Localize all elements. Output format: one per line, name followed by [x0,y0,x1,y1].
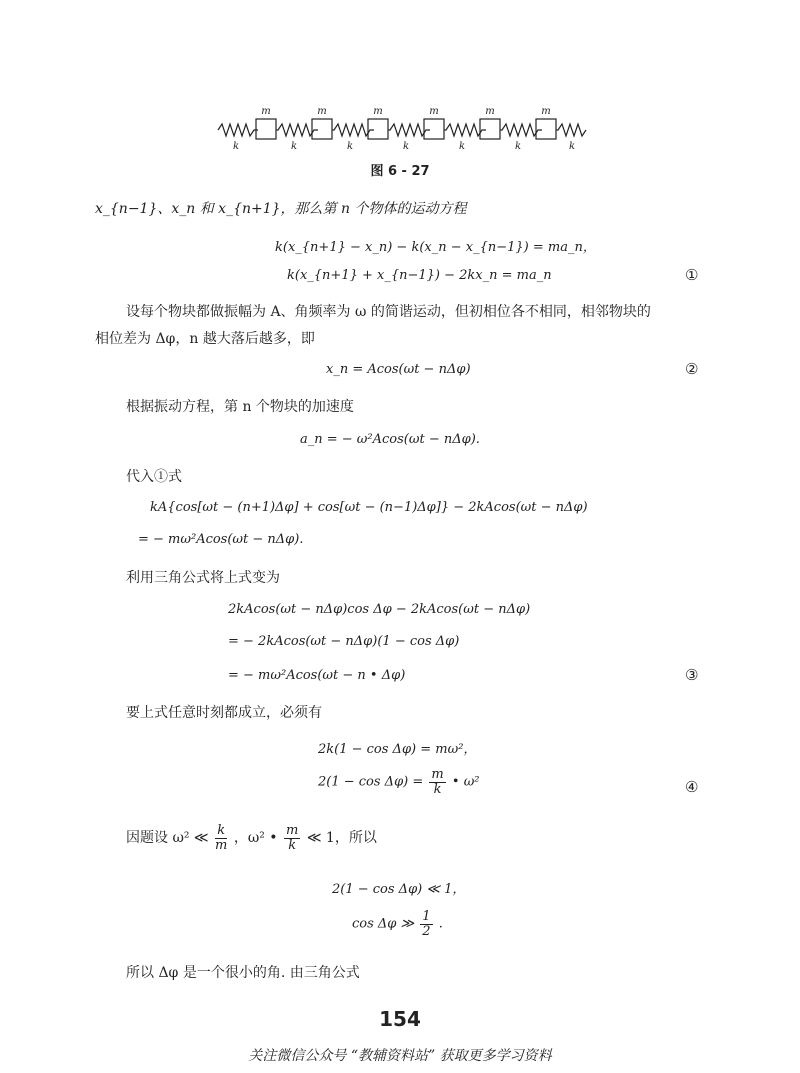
equation-3: a_n = − ω²Acos(ωt − nΔφ). [300,432,480,447]
mass-label: m [261,106,271,117]
equation-5b: = − 2kAcos(ωt − nΔφ)(1 − cos Δφ) [228,634,460,649]
mass-label: m [541,106,551,117]
equation-7b: cos Δφ ≫ $\frac{1}{2}$ . [352,909,443,939]
fraction-m-over-k: $\frac{m}{k}$ [286,823,299,853]
equation-1b: k(x_{n+1} + x_{n−1}) − 2kx_n = ma_n [287,268,552,283]
paragraph-8: 所以 Δφ 是一个很小的角. 由三角公式 [126,965,360,981]
paragraph-2b: 相位差为 Δφ，n 越大落后越多，即 [95,331,315,347]
paragraph-5: 利用三角公式将上式变为 [126,570,280,586]
figure-caption: 图 6 - 27 [370,164,430,179]
equation-6a: 2k(1 − cos Δφ) = mω²， [318,742,477,757]
fraction-k-over-m: $\frac{k}{m}$ [215,823,228,853]
fraction-one-half: $\frac{1}{2}$ [422,909,431,939]
intro-line: x_{n−1}、x_n 和 x_{n+1}，那么第 n 个物体的运动方程 [95,201,467,217]
paragraph-7: 因题设 ω² ≪ $\frac{k}{m}$ ，ω² • $\frac{m}{k}$ ≪ 1，所以 [126,823,377,853]
mass-label: m [485,106,495,117]
spring-label: k [232,141,240,152]
equation-number-2: ② [685,360,699,378]
equation-number-1: ① [685,266,699,284]
equation-7a: 2(1 − cos Δφ) ≪ 1， [332,882,466,897]
mass-label: m [429,106,439,117]
page-number: 154 [379,1007,421,1031]
equation-5a: 2kAcos(ωt − nΔφ)cos Δφ − 2kAcos(ωt − nΔφ) [228,602,531,617]
equation-2: x_n = Acos(ωt − nΔφ) [326,362,471,377]
spring-mass-chain-figure [210,100,590,152]
paragraph-3: 根据振动方程，第 n 个物块的加速度 [126,399,354,415]
equation-4b: = − mω²Acos(ωt − nΔφ). [138,532,304,547]
spring-label: k [514,141,522,152]
spring-label: k [568,141,576,152]
paragraph-6: 要上式任意时刻都成立，必须有 [126,705,322,721]
equation-4a: kA{cos[ωt − (n+1)Δφ] + cos[ωt − (n−1)Δφ]} − 2kAcos(ωt − nΔφ) [150,500,588,515]
equation-6b-right: • ω² [451,774,480,790]
mass-label: m [317,106,327,117]
equation-number-4: ④ [685,778,699,796]
spring-label: k [402,141,410,152]
equation-5c: = − mω²Acos(ωt − n • Δφ) [228,668,406,683]
equation-6b [318,768,480,796]
footer-watermark: 关注微信公众号 “教辅资料站” 获取更多学习资料 [248,1048,552,1064]
spring-label: k [290,141,298,152]
equation-number-3: ③ [685,666,699,684]
paragraph-4: 代入①式 [126,469,182,485]
fraction-m-over-k: $\frac{m}{k}$ [431,767,444,797]
equation-6b-left: 2(1 − cos Δφ) = [318,774,424,790]
paragraph-2a: 设每个物块都做振幅为 A、角频率为 ω 的简谐运动，但初相位各不相同，相邻物块的 [126,304,651,320]
mass-label: m [373,106,383,117]
spring-label: k [458,141,466,152]
spring-label: k [346,141,354,152]
equation-1a: k(x_{n+1} − x_n) − k(x_n − x_{n−1}) = ma_n， [275,240,596,255]
